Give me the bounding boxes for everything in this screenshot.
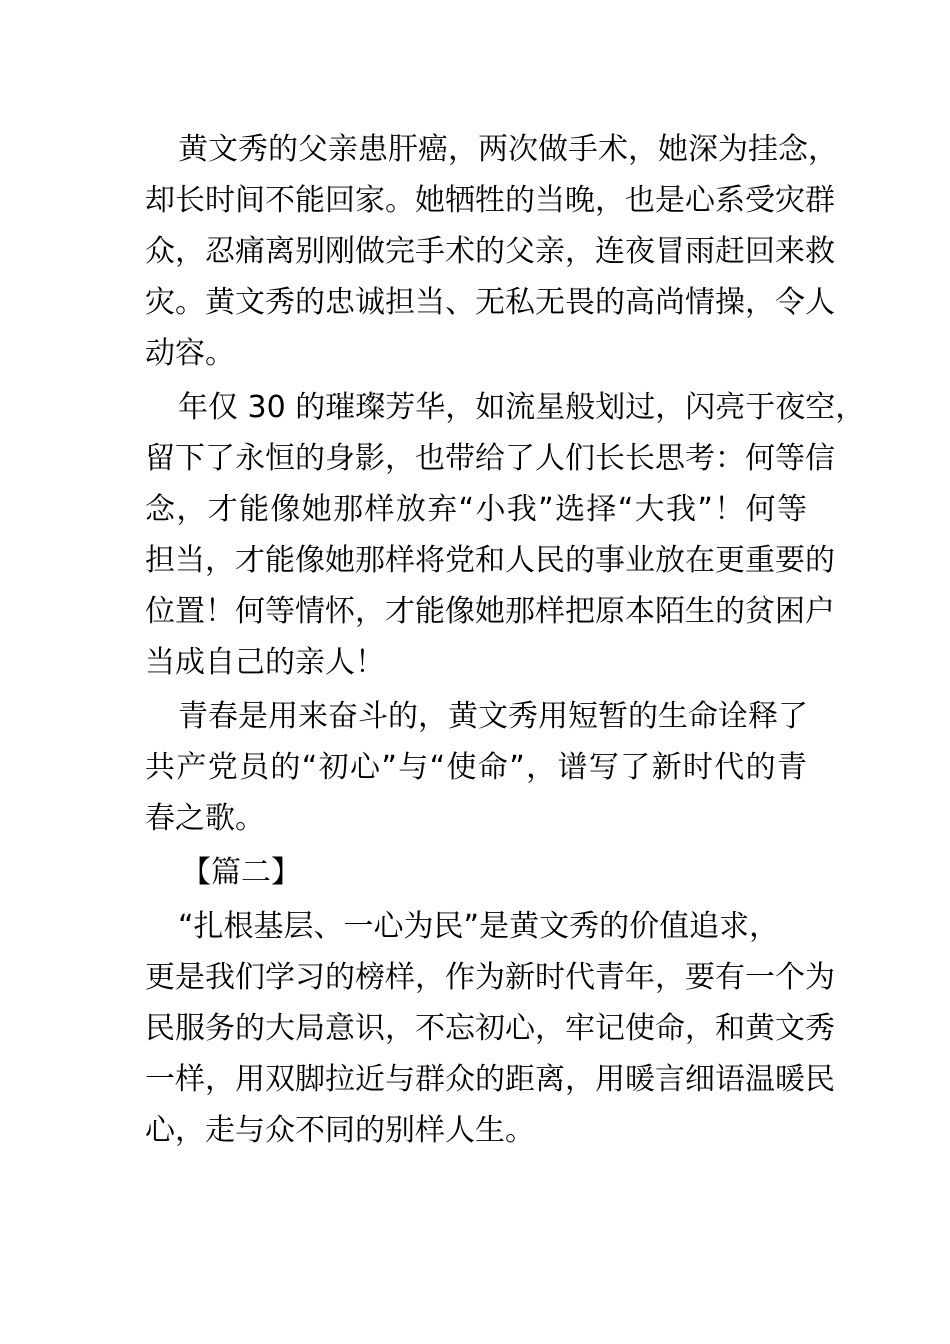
section-heading-text: 【篇二】 — [181, 855, 301, 890]
text-line: 一样，用双脚拉近与群众的距离，用暖言细语温暖民 — [145, 1062, 835, 1097]
section-heading — [145, 847, 807, 898]
text-line: 青春是用来奋斗的，黄文秀用短暂的生命诠释了 — [178, 699, 808, 734]
text-line: 念，才能像她那样放弃“小我”选择“大我”！何等 — [145, 492, 807, 527]
text-line: 当成自己的亲人！ — [145, 645, 385, 680]
text-line: 位置！何等情怀，才能像她那样把原本陌生的贫困户 — [145, 594, 835, 629]
text-line: 担当，才能像她那样将党和人民的事业放在更重要的 — [145, 543, 835, 578]
text-line: 灾。黄文秀的忠诚担当、无私无畏的高尚情操，令人 — [145, 285, 835, 320]
text-line: 春之歌。 — [145, 801, 265, 836]
text-line: “扎根基层、一心为民”是黄文秀的价值追求， — [178, 909, 780, 944]
paragraph-shooting-star — [145, 382, 866, 688]
text-line: 却长时间不能回家。她牺牲的当晚，也是心系受灾群 — [145, 183, 835, 218]
text-line: 民服务的大局意识，不忘初心，牢记使命，和黄文秀 — [145, 1011, 835, 1046]
text-line: 动容。 — [145, 336, 235, 371]
text-line: 心，走与众不同的别样人生。 — [145, 1113, 535, 1148]
text-line: 年仅 30 的璀璨芳华，如流星般划过，闪亮于夜空， — [178, 390, 866, 425]
text-line: 留下了永恒的身影，也带给了人们长长思考：何等信 — [145, 441, 835, 476]
text-line: 共产党员的“初心”与“使命”，谱写了新时代的青 — [145, 750, 807, 785]
document-body — [145, 124, 866, 1159]
paragraph-root-grassroots — [145, 901, 835, 1156]
text-line: 黄文秀的父亲患肝癌，两次做手术，她深为挂念， — [178, 132, 838, 167]
paragraph-youth-struggle — [145, 691, 807, 844]
text-line: 更是我们学习的榜样，作为新时代青年，要有一个为 — [145, 960, 835, 995]
text-line: 众，忍痛离别刚做完手术的父亲，连夜冒雨赶回来救 — [145, 234, 835, 269]
paragraph-father-illness — [145, 124, 838, 379]
